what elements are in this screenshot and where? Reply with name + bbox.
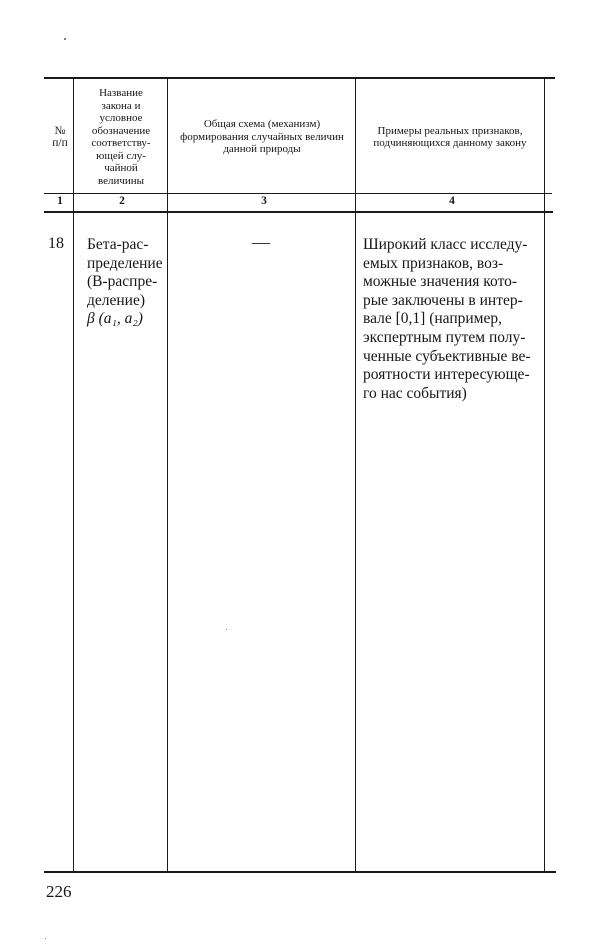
examples-cell: [363, 236, 539, 403]
header-scheme: Общая схема (механизм) формирования случайных величин данной природы: [180, 118, 344, 156]
law-name-line: деление): [87, 291, 146, 309]
law-name-notation: β (a₁, a₂): [87, 310, 143, 328]
examples-line: Широкий класс исследу-: [363, 236, 528, 253]
column-number-2: 2: [119, 195, 125, 207]
scheme-cell-dash: —: [252, 232, 270, 252]
law-name-line: Бета-рас-: [87, 236, 149, 253]
examples-line: роятности интересующе-: [363, 366, 530, 384]
column-divider-3: [355, 79, 356, 872]
scan-speck: [226, 629, 227, 630]
column-number-4: 4: [449, 195, 455, 207]
column-divider-2: [167, 79, 168, 872]
law-name-cell: [87, 236, 163, 329]
examples-line: го нас события): [363, 384, 467, 402]
table-top-rule: [44, 77, 555, 79]
column-divider-1: [73, 79, 74, 872]
examples-line: емых признаков, воз-: [363, 254, 504, 272]
examples-line: можные значения кото-: [363, 273, 518, 291]
page-number: 226: [46, 882, 72, 901]
scan-speck: [64, 38, 66, 40]
column-divider-right: [544, 79, 545, 872]
law-name-line: (B-распре-: [87, 273, 158, 291]
scan-speck: [45, 938, 46, 939]
row-number: 18: [48, 235, 64, 252]
examples-line: рые заключены в интер-: [363, 291, 523, 309]
column-number-1: 1: [57, 195, 63, 207]
header-number: № п/п: [52, 124, 68, 149]
header-examples: Примеры реальных признаков, подчиняющихся данному закону: [373, 124, 527, 149]
examples-line: ченные субъективные ве-: [363, 347, 531, 365]
examples-line: экспертным путем полу-: [363, 328, 526, 346]
column-numbers-bottom-rule: [44, 211, 553, 213]
column-number-3: 3: [261, 195, 267, 207]
header-law-name: Название закона и условное обозначение соответству-ющей слу-чайной величины: [91, 87, 151, 187]
law-name-line: пределение: [87, 254, 163, 272]
header-bottom-rule: [44, 193, 552, 194]
table-bottom-rule: [44, 871, 556, 873]
examples-line: вале [0,1] (например,: [363, 310, 502, 328]
